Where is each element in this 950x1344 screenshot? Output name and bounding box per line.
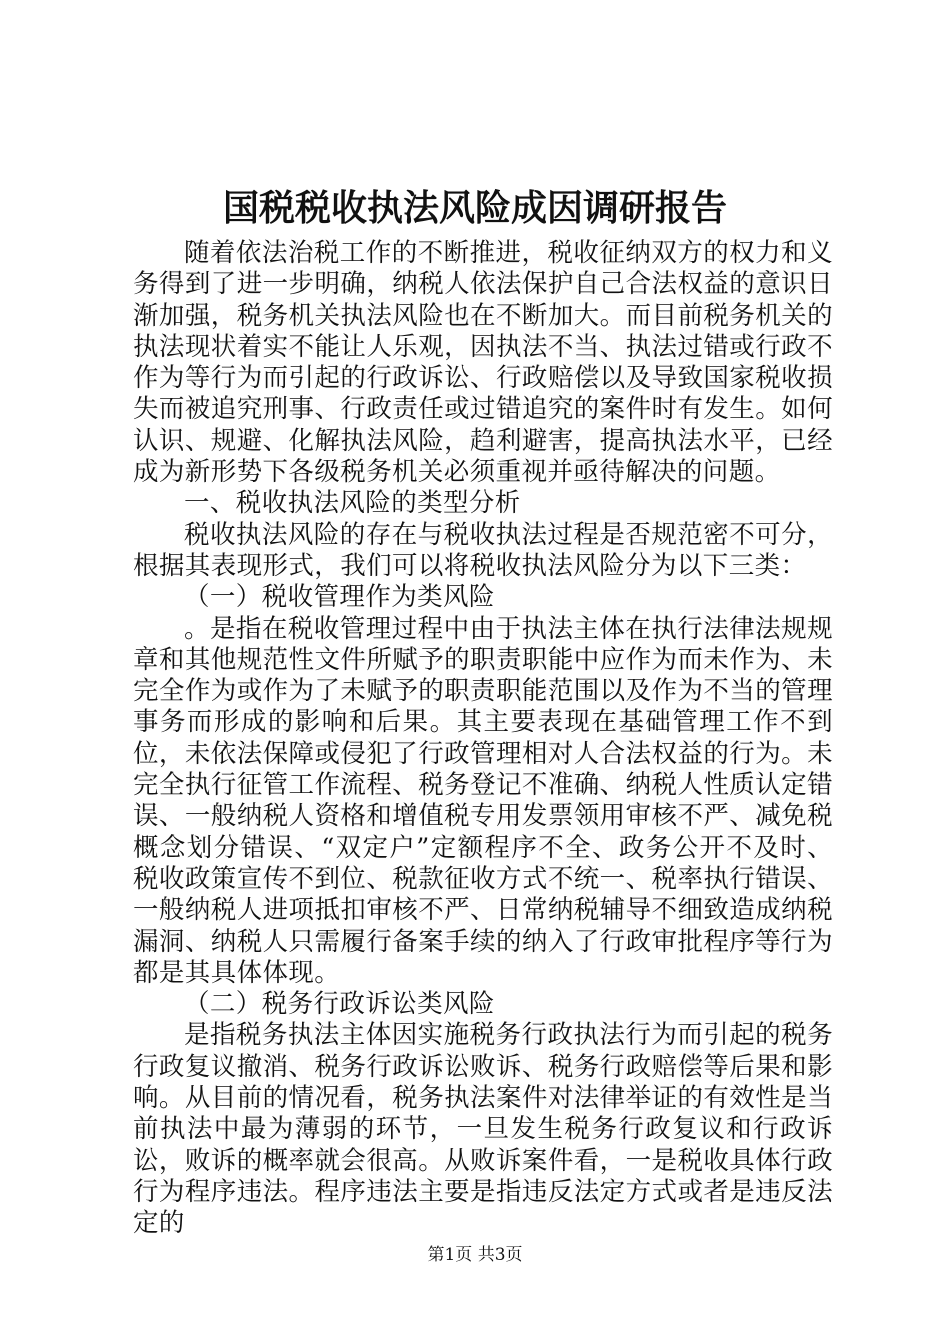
paragraph-management-risk: 。是指在税收管理过程中由于执法主体在执行法律法规规章和其他规范性文件所赋予的职责职能中应作为而未作为、未完全作为或作为了未赋予的职责职能范围以及作为不当的管理事务而形成的影响和后果。其主要表现在基础管理工作不到位，未依法保障或侵犯了行政管理相对人合法权益的行为。未完全执行征管工作流程、税务登记不准确、纳税人性质认定错误、一般纳税人资格和增值税专用发票领用审核不严、减免税概念划分错误、“双定户”定额程序不全、政务公开不及时、税收政策宣传不到位、税款征收方式不统一、税率执行错误、一般纳税人进项抵扣审核不严、日常纳税辅导不细致造成纳税漏洞、纳税人只需履行备案手续的纳入了行政审批程序等行为都是其具体体现。 [133, 613, 833, 988]
section-heading-1: 一、税收执法风险的类型分析 [184, 488, 521, 519]
document-title: 国税税收执法风险成因调研报告 [222, 187, 727, 229]
subsection-heading-1: （一）税收管理作为类风险 [184, 582, 495, 613]
paragraph-intro: 随着依法治税工作的不断推进，税收征纳双方的权力和义务得到了进一步明确，纳税人依法保护自己合法权益的意识日渐加强，税务机关执法风险也在不断加大。而目前税务机关的执法现状着实不能让人乐观，因执法不当、执法过错或行政不作为等行为而引起的行政诉讼、行政赔偿以及导致国家税收损失而被追究刑事、行政责任或过错追究的案件时有发生。如何认识、规避、化解执法风险，趋利避害，提高执法水平，已经成为新形势下各级税务机关必须重视并亟待解决的问题。 [133, 238, 833, 488]
page-number-footer: 第1页 共3页 [427, 1245, 523, 1265]
document-body [133, 238, 833, 1240]
subsection-heading-2: （二）税务行政诉讼类风险 [184, 989, 495, 1020]
paragraph-classification: 税收执法风险的存在与税收执法过程是否规范密不可分，根据其表现形式，我们可以将税收执法风险分为以下三类： [133, 519, 833, 581]
paragraph-litigation-risk: 是指税务执法主体因实施税务行政执法行为而引起的税务行政复议撤消、税务行政诉讼败诉、税务行政赔偿等后果和影响。从目前的情况看，税务执法案件对法律举证的有效性是当前执法中最为薄弱的环节，一旦发生税务行政复议和行政诉讼，败诉的概率就会很高。从败诉案件看，一是税收具体行政行为程序违法。程序违法主要是指违反法定方式或者是违反法定的 [133, 1020, 833, 1239]
